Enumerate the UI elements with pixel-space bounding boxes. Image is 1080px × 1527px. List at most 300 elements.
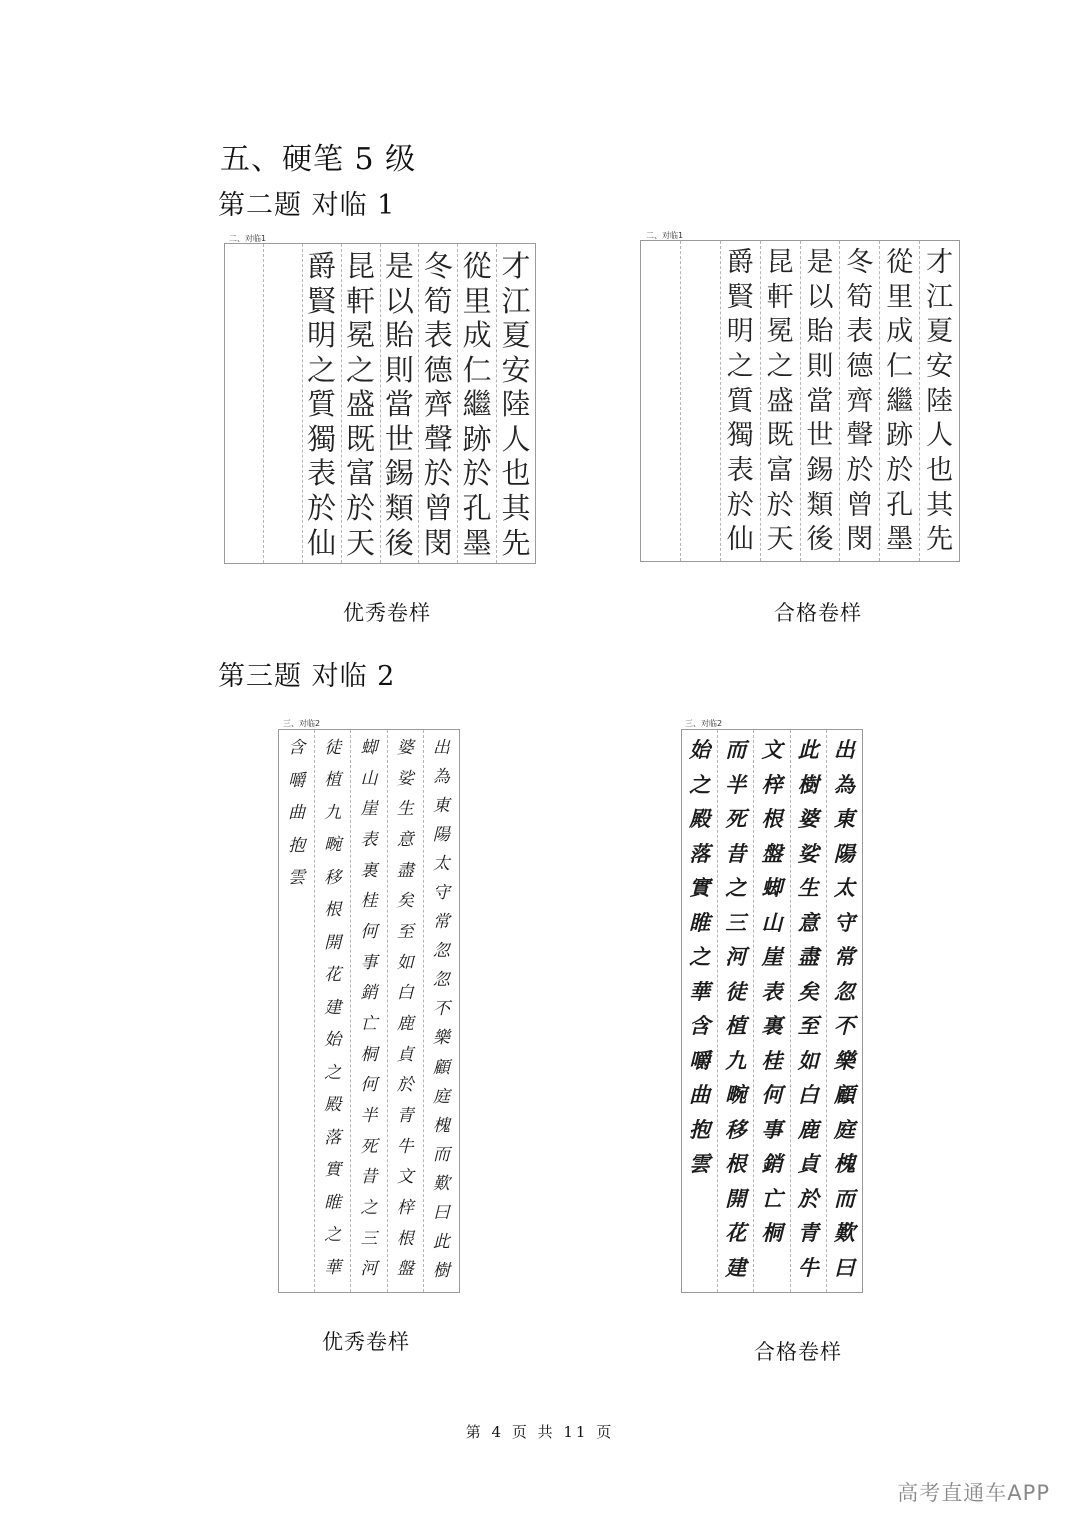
glyph: 於 xyxy=(423,456,453,491)
q2-excellent-sheet xyxy=(224,243,536,564)
glyph: 落 xyxy=(689,841,711,866)
glyph: 世 xyxy=(806,420,834,452)
glyph: 嚼 xyxy=(689,1048,711,1073)
glyph: 爵 xyxy=(726,247,754,278)
glyph: 表 xyxy=(726,455,754,487)
glyph: 何 xyxy=(360,922,378,943)
glyph: 於 xyxy=(396,1075,414,1096)
glyph: 後 xyxy=(806,524,834,556)
writing-column xyxy=(839,241,879,561)
glyph: 成 xyxy=(462,318,492,353)
glyph: 桐 xyxy=(360,1044,378,1065)
glyph: 常 xyxy=(432,912,450,933)
glyph: 從 xyxy=(886,247,914,278)
glyph: 守 xyxy=(432,883,450,904)
glyph: 山 xyxy=(761,910,783,935)
glyph: 墨 xyxy=(462,525,492,560)
writing-column xyxy=(753,730,789,1292)
glyph: 曾 xyxy=(846,489,874,521)
writing-column xyxy=(720,241,760,561)
glyph: 何 xyxy=(761,1083,783,1107)
glyph: 青 xyxy=(396,1106,414,1127)
glyph: 河 xyxy=(360,1259,378,1280)
glyph: 賢 xyxy=(307,283,337,318)
q3-excellent-caption: 优秀卷样 xyxy=(322,1330,410,1354)
glyph: 至 xyxy=(396,922,414,943)
glyph: 樹 xyxy=(797,772,819,797)
glyph: 而 xyxy=(833,1186,855,1211)
glyph: 庭 xyxy=(432,1086,450,1107)
glyph: 是 xyxy=(384,249,414,283)
glyph: 開 xyxy=(324,932,342,953)
glyph: 文 xyxy=(396,1167,414,1188)
glyph: 仙 xyxy=(307,525,337,560)
glyph: 之 xyxy=(689,772,711,797)
question-3-title: 第三题 对临 2 xyxy=(218,661,396,692)
writing-column xyxy=(341,244,380,563)
glyph: 實 xyxy=(689,876,711,900)
glyph: 常 xyxy=(833,945,855,969)
glyph: 至 xyxy=(797,1014,819,1038)
glyph: 建 xyxy=(324,997,342,1018)
glyph: 表 xyxy=(761,979,783,1004)
glyph: 殿 xyxy=(689,807,711,831)
glyph: 睢 xyxy=(324,1192,342,1213)
glyph: 裏 xyxy=(360,860,378,881)
glyph: 山 xyxy=(360,768,378,789)
glyph: 生 xyxy=(797,876,819,900)
q2-pass-sheet xyxy=(640,240,960,562)
glyph: 先 xyxy=(501,525,531,560)
glyph: 貽 xyxy=(806,316,834,348)
glyph: 樂 xyxy=(833,1048,855,1073)
writing-column xyxy=(423,730,459,1292)
glyph: 三 xyxy=(360,1228,378,1249)
glyph: 質 xyxy=(726,385,754,417)
glyph: 以 xyxy=(384,283,414,318)
glyph: 梓 xyxy=(761,772,783,797)
glyph: 盤 xyxy=(761,841,783,866)
glyph: 矣 xyxy=(396,891,414,912)
glyph: 當 xyxy=(806,385,834,417)
glyph: 為 xyxy=(432,767,450,788)
glyph: 忽 xyxy=(432,970,450,991)
glyph: 安 xyxy=(926,351,954,383)
glyph: 抱 xyxy=(288,835,306,856)
glyph: 之 xyxy=(360,1198,378,1219)
glyph: 曰 xyxy=(432,1202,450,1223)
glyph: 人 xyxy=(501,421,531,456)
q3-excellent-sheet-label: 三、对临2 xyxy=(283,719,321,728)
glyph: 才 xyxy=(926,247,954,278)
glyph: 崖 xyxy=(761,945,783,969)
glyph: 昆 xyxy=(766,247,794,278)
glyph: 花 xyxy=(725,1221,747,1245)
glyph: 死 xyxy=(360,1136,378,1157)
glyph: 軒 xyxy=(766,281,794,313)
glyph: 也 xyxy=(501,456,531,491)
glyph: 閔 xyxy=(846,524,874,556)
writing-column xyxy=(790,730,826,1292)
glyph: 既 xyxy=(766,420,794,452)
glyph: 嚼 xyxy=(288,770,306,791)
glyph: 鹿 xyxy=(396,1014,414,1035)
question-2-title: 第二题 对临 1 xyxy=(218,190,396,221)
writing-column xyxy=(760,241,800,561)
glyph: 冬 xyxy=(846,247,874,278)
glyph: 表 xyxy=(423,318,453,353)
q2-excellent-caption: 优秀卷样 xyxy=(343,601,431,625)
glyph: 娑 xyxy=(396,768,414,789)
glyph: 是 xyxy=(806,247,834,278)
glyph: 貽 xyxy=(384,318,414,353)
glyph: 樹 xyxy=(432,1260,450,1281)
glyph: 當 xyxy=(384,387,414,422)
glyph: 跡 xyxy=(886,420,914,452)
glyph: 東 xyxy=(833,807,855,831)
glyph: 繼 xyxy=(462,387,492,422)
glyph: 落 xyxy=(324,1127,342,1148)
watermark: 高考直通车APP xyxy=(897,1481,1050,1505)
glyph: 夏 xyxy=(926,316,954,348)
glyph: 事 xyxy=(761,1117,783,1142)
q2-excellent-sheet-label: 二、对临1 xyxy=(229,234,267,243)
glyph: 意 xyxy=(396,830,414,851)
glyph: 齊 xyxy=(846,385,874,417)
glyph: 人 xyxy=(926,420,954,452)
glyph: 陽 xyxy=(833,841,855,866)
glyph: 聲 xyxy=(423,421,453,456)
glyph: 德 xyxy=(846,351,874,383)
glyph: 表 xyxy=(360,830,378,851)
glyph: 桐 xyxy=(761,1221,783,1245)
page-footer: 第 4 页 共 11 页 xyxy=(465,1423,615,1441)
glyph: 而 xyxy=(725,738,747,762)
glyph: 跡 xyxy=(462,421,492,456)
glyph: 槐 xyxy=(432,1115,450,1136)
glyph: 花 xyxy=(324,965,342,986)
glyph: 睢 xyxy=(689,910,711,935)
glyph: 里 xyxy=(462,283,492,318)
glyph: 如 xyxy=(396,952,414,973)
glyph: 槐 xyxy=(833,1152,855,1176)
glyph: 開 xyxy=(725,1186,747,1211)
glyph: 忽 xyxy=(432,941,450,962)
glyph: 䖼 xyxy=(761,876,783,900)
glyph: 之 xyxy=(324,1225,342,1246)
writing-column xyxy=(302,244,341,563)
glyph: 德 xyxy=(423,352,453,387)
glyph: 貞 xyxy=(396,1044,414,1065)
glyph: 婆 xyxy=(396,738,414,758)
glyph: 死 xyxy=(725,807,747,831)
glyph: 天 xyxy=(346,525,376,560)
glyph: 太 xyxy=(833,876,855,900)
glyph: 孔 xyxy=(886,489,914,521)
glyph: 根 xyxy=(324,900,342,921)
glyph: 之 xyxy=(726,351,754,383)
glyph: 天 xyxy=(766,524,794,556)
glyph: 表 xyxy=(846,316,874,348)
glyph: 根 xyxy=(396,1228,414,1249)
glyph: 此 xyxy=(797,738,819,762)
glyph: 於 xyxy=(462,456,492,491)
glyph: 閔 xyxy=(423,525,453,560)
glyph: 根 xyxy=(761,807,783,831)
glyph: 始 xyxy=(324,1030,342,1051)
q3-pass-caption: 合格卷样 xyxy=(754,1340,842,1364)
glyph: 華 xyxy=(689,979,711,1004)
glyph: 東 xyxy=(432,796,450,817)
writing-column xyxy=(800,241,840,561)
glyph: 則 xyxy=(806,351,834,383)
glyph: 昆 xyxy=(346,249,376,283)
glyph: 出 xyxy=(833,738,855,762)
glyph: 江 xyxy=(926,281,954,313)
glyph: 爵 xyxy=(307,249,337,283)
glyph: 文 xyxy=(761,738,783,762)
glyph: 獨 xyxy=(307,421,337,456)
glyph: 太 xyxy=(432,854,450,875)
glyph: 於 xyxy=(886,455,914,487)
glyph: 曲 xyxy=(689,1083,711,1107)
glyph: 牛 xyxy=(396,1136,414,1157)
glyph: 陽 xyxy=(432,825,450,846)
glyph: 明 xyxy=(726,316,754,348)
glyph: 其 xyxy=(501,490,531,525)
writing-column xyxy=(314,730,350,1292)
glyph: 其 xyxy=(926,489,954,521)
glyph: 成 xyxy=(886,316,914,348)
q3-excellent-sheet xyxy=(278,729,460,1293)
glyph: 筍 xyxy=(846,281,874,313)
writing-column xyxy=(682,730,717,1292)
glyph: 齊 xyxy=(423,387,453,422)
glyph: 仁 xyxy=(886,351,914,383)
glyph: 華 xyxy=(324,1257,342,1278)
glyph: 安 xyxy=(501,352,531,387)
glyph: 守 xyxy=(833,910,855,935)
glyph: 則 xyxy=(384,352,414,387)
glyph: 富 xyxy=(766,455,794,487)
glyph: 曲 xyxy=(288,803,306,823)
glyph: 植 xyxy=(725,1014,747,1038)
glyph: 冕 xyxy=(346,318,376,353)
writing-column xyxy=(225,244,263,563)
glyph: 何 xyxy=(360,1075,378,1096)
glyph: 不 xyxy=(833,1014,855,1038)
glyph: 歎 xyxy=(432,1173,450,1194)
writing-column xyxy=(879,241,919,561)
glyph: 此 xyxy=(432,1231,450,1252)
glyph: 盡 xyxy=(396,860,414,881)
glyph: 含 xyxy=(689,1014,711,1038)
q3-pass-sheet-label: 三、对临2 xyxy=(685,719,723,728)
glyph: 賢 xyxy=(726,281,754,313)
glyph: 錫 xyxy=(384,456,414,491)
glyph: 仙 xyxy=(726,524,754,556)
writing-column xyxy=(350,730,386,1292)
glyph: 軒 xyxy=(346,283,376,318)
glyph: 冕 xyxy=(766,316,794,348)
glyph: 青 xyxy=(797,1221,819,1245)
q2-pass-sheet-label: 二、对临1 xyxy=(646,231,684,240)
writing-column xyxy=(387,730,423,1292)
q3-pass-sheet xyxy=(681,729,863,1293)
glyph: 事 xyxy=(360,952,378,973)
glyph: 之 xyxy=(725,876,747,900)
glyph: 桂 xyxy=(360,891,378,912)
glyph: 之 xyxy=(307,352,337,387)
glyph: 從 xyxy=(462,249,492,283)
glyph: 半 xyxy=(725,772,747,797)
glyph: 為 xyxy=(833,772,855,797)
glyph: 建 xyxy=(725,1255,747,1280)
glyph: 裏 xyxy=(761,1014,783,1038)
glyph: 孔 xyxy=(462,490,492,525)
glyph: 雲 xyxy=(689,1152,711,1176)
glyph: 顧 xyxy=(432,1057,450,1078)
glyph: 錫 xyxy=(806,455,834,487)
glyph: 之 xyxy=(346,352,376,387)
glyph: 移 xyxy=(725,1117,747,1142)
glyph: 既 xyxy=(346,421,376,456)
glyph: 貞 xyxy=(797,1152,819,1176)
glyph: 婆 xyxy=(797,807,819,831)
glyph: 冬 xyxy=(423,249,453,283)
writing-column xyxy=(380,244,419,563)
glyph: 於 xyxy=(726,489,754,521)
glyph: 畹 xyxy=(725,1083,747,1107)
glyph: 九 xyxy=(324,802,342,823)
glyph: 矣 xyxy=(797,979,819,1004)
glyph: 根 xyxy=(725,1152,747,1176)
section-title: 五、硬笔 5 级 xyxy=(220,142,417,177)
writing-column xyxy=(418,244,457,563)
glyph: 畹 xyxy=(324,835,342,856)
glyph: 才 xyxy=(501,249,531,283)
glyph: 始 xyxy=(689,738,711,762)
glyph: 移 xyxy=(324,867,342,888)
writing-column xyxy=(641,241,680,561)
glyph: 雲 xyxy=(288,868,306,888)
glyph: 世 xyxy=(384,421,414,456)
glyph: 意 xyxy=(797,910,819,935)
writing-column xyxy=(263,244,302,563)
glyph: 顧 xyxy=(833,1083,855,1107)
glyph: 白 xyxy=(396,983,414,1004)
writing-column xyxy=(717,730,753,1292)
glyph: 抱 xyxy=(689,1117,711,1142)
glyph: 昔 xyxy=(360,1167,378,1188)
glyph: 崖 xyxy=(360,799,378,820)
glyph: 桂 xyxy=(761,1048,783,1073)
writing-column xyxy=(680,241,720,561)
glyph: 徒 xyxy=(324,738,342,758)
writing-column xyxy=(457,244,496,563)
glyph: 牛 xyxy=(797,1255,819,1280)
glyph: 也 xyxy=(926,455,954,487)
glyph: 生 xyxy=(396,799,414,820)
glyph: 於 xyxy=(307,490,337,525)
glyph: 筍 xyxy=(423,283,453,318)
glyph: 先 xyxy=(926,524,954,556)
glyph: 類 xyxy=(384,490,414,525)
glyph: 䖼 xyxy=(360,738,378,758)
glyph: 盛 xyxy=(346,387,376,422)
glyph: 之 xyxy=(689,945,711,969)
glyph: 曰 xyxy=(833,1255,855,1280)
glyph: 銷 xyxy=(360,983,378,1004)
glyph: 曾 xyxy=(423,490,453,525)
glyph: 之 xyxy=(766,351,794,383)
q2-pass-caption: 合格卷样 xyxy=(774,601,862,625)
glyph: 富 xyxy=(346,456,376,491)
glyph: 明 xyxy=(307,318,337,353)
glyph: 鹿 xyxy=(797,1117,819,1142)
writing-column xyxy=(919,241,959,561)
writing-column xyxy=(279,730,314,1292)
writing-column xyxy=(826,730,862,1292)
glyph: 半 xyxy=(360,1106,378,1127)
glyph: 於 xyxy=(797,1186,819,1211)
glyph: 類 xyxy=(806,489,834,521)
glyph: 九 xyxy=(725,1048,747,1073)
glyph: 白 xyxy=(797,1083,819,1107)
glyph: 於 xyxy=(846,455,874,487)
glyph: 墨 xyxy=(886,524,914,556)
glyph: 含 xyxy=(288,738,306,758)
glyph: 於 xyxy=(346,490,376,525)
glyph: 昔 xyxy=(725,841,747,866)
glyph: 盡 xyxy=(797,945,819,969)
glyph: 獨 xyxy=(726,420,754,452)
glyph: 銷 xyxy=(761,1152,783,1176)
glyph: 江 xyxy=(501,283,531,318)
glyph: 里 xyxy=(886,281,914,313)
glyph: 亡 xyxy=(360,1014,378,1035)
glyph: 殿 xyxy=(324,1095,342,1116)
glyph: 而 xyxy=(432,1144,450,1165)
glyph: 表 xyxy=(307,456,337,491)
glyph: 植 xyxy=(324,770,342,791)
writing-column xyxy=(496,244,535,563)
glyph: 質 xyxy=(307,387,337,422)
glyph: 陸 xyxy=(926,385,954,417)
glyph: 後 xyxy=(384,525,414,560)
glyph: 之 xyxy=(324,1062,342,1083)
glyph: 三 xyxy=(725,910,747,935)
glyph: 徒 xyxy=(725,979,747,1004)
glyph: 夏 xyxy=(501,318,531,353)
glyph: 梓 xyxy=(396,1198,414,1219)
glyph: 以 xyxy=(806,281,834,313)
glyph: 於 xyxy=(766,489,794,521)
glyph: 盤 xyxy=(396,1259,414,1280)
glyph: 河 xyxy=(725,945,747,969)
glyph: 亡 xyxy=(761,1186,783,1211)
glyph: 歎 xyxy=(833,1221,855,1245)
glyph: 不 xyxy=(432,999,450,1020)
glyph: 忽 xyxy=(833,979,855,1004)
glyph: 如 xyxy=(797,1048,819,1073)
glyph: 樂 xyxy=(432,1028,450,1049)
glyph: 仁 xyxy=(462,352,492,387)
glyph: 實 xyxy=(324,1160,342,1181)
glyph: 聲 xyxy=(846,420,874,452)
glyph: 陸 xyxy=(501,387,531,422)
glyph: 繼 xyxy=(886,385,914,417)
